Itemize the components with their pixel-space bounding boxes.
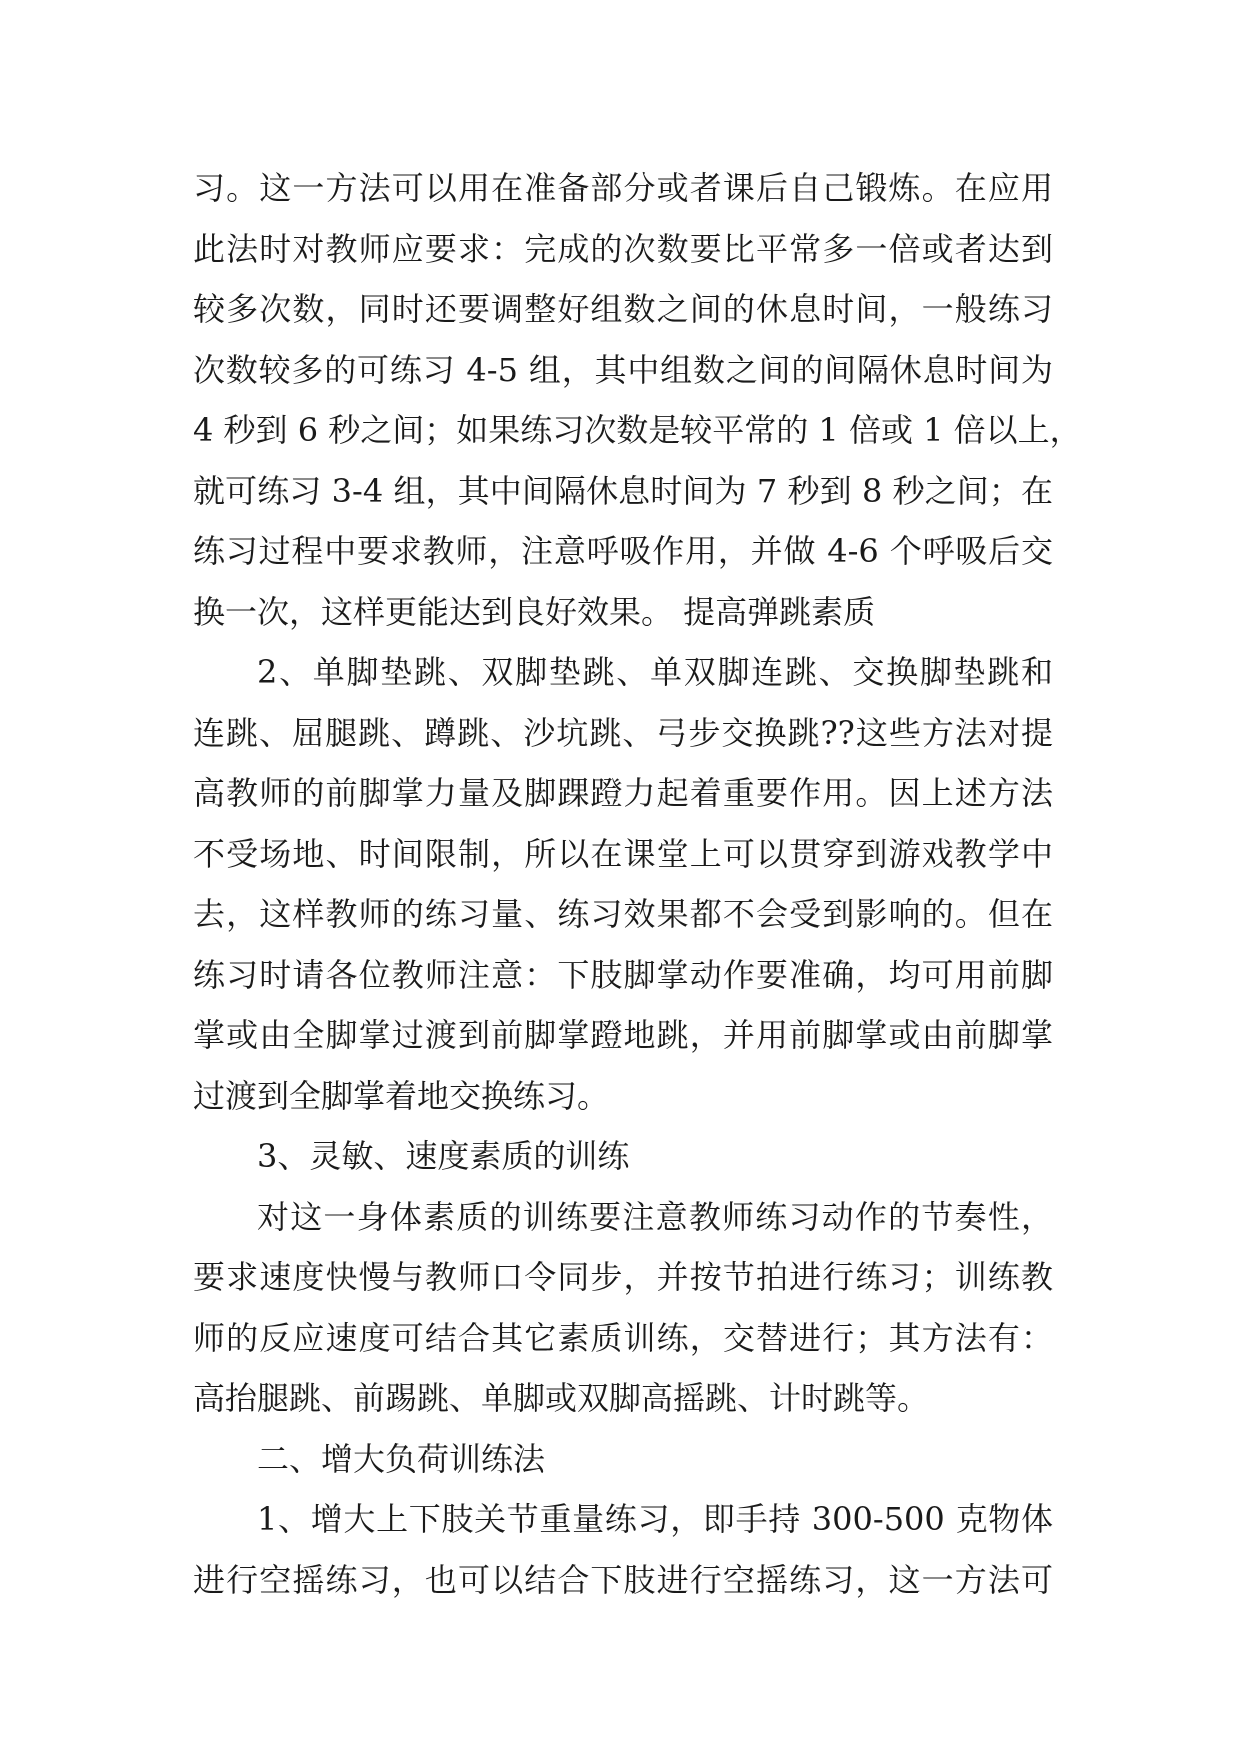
- text-line: 不受场地、时间限制，所以在课堂上可以贯穿到游戏教学中: [193, 834, 1053, 873]
- text-line: 次数较多的可练习 4-5 组，其中组数之间的间隔休息时间为: [193, 350, 1053, 389]
- text-line: 进行空摇练习，也可以结合下肢进行空摇练习，这一方法可: [193, 1560, 1053, 1599]
- text-line: 高教师的前脚掌力量及脚踝蹬力起着重要作用。因上述方法: [193, 774, 1053, 812]
- text-line: 要求速度快慢与教师口令同步，并按节拍进行练习；训练教: [193, 1258, 1053, 1296]
- text-line: 高抬腿跳、前踢跳、单脚或双脚高摇跳、计时跳等。: [193, 1379, 930, 1417]
- text-line: 练习时请各位教师注意：下肢脚掌动作要准确，均可用前脚: [193, 955, 1053, 994]
- text-line: 师的反应速度可结合其它素质训练，交替进行；其方法有：: [193, 1318, 1053, 1357]
- paragraph-start-line: 对这一身体素质的训练要注意教师练习动作的节奏性，: [257, 1197, 1053, 1236]
- text-line: 去，这样教师的练习量、练习效果都不会受到影响的。但在: [193, 895, 1053, 933]
- text-line: 就可练习 3-4 组，其中间隔休息时间为 7 秒到 8 秒之间；在: [193, 471, 1053, 510]
- text-line: 过渡到全脚掌着地交换练习。: [193, 1076, 610, 1115]
- text-line: 习。这一方法可以用在准备部分或者课后自己锻炼。在应用: [193, 169, 1053, 207]
- body-text: [193, 158, 1082, 1610]
- section-heading: 3、灵敏、速度素质的训练: [257, 1137, 630, 1175]
- text-line: 掌或由全脚掌过渡到前脚掌蹬地跳，并用前脚掌或由前脚掌: [193, 1016, 1053, 1054]
- section-heading: 二、增大负荷训练法: [257, 1439, 546, 1478]
- text-line: 换一次，这样更能达到良好效果。 提高弹跳素质: [193, 592, 876, 631]
- text-line: 4 秒到 6 秒之间；如果练习次数是较平常的 1 倍或 1 倍以上，: [193, 411, 1082, 449]
- text-line: 此法时对教师应要求：完成的次数要比平常多一倍或者达到: [193, 229, 1053, 268]
- text-line: 练习过程中要求教师，注意呼吸作用，并做 4-6 个呼吸后交: [193, 532, 1053, 570]
- paragraph-start-line: 1、增大上下肢关节重量练习，即手持 300-500 克物体: [257, 1500, 1053, 1538]
- text-line: 连跳、屈腿跳、蹲跳、沙坑跳、弓步交换跳??这些方法对提: [193, 713, 1053, 752]
- paragraph-start-line: 2、单脚垫跳、双脚垫跳、单双脚连跳、交换脚垫跳和: [257, 653, 1053, 691]
- text-line: 较多次数，同时还要调整好组数之间的休息时间，一般练习: [193, 290, 1053, 328]
